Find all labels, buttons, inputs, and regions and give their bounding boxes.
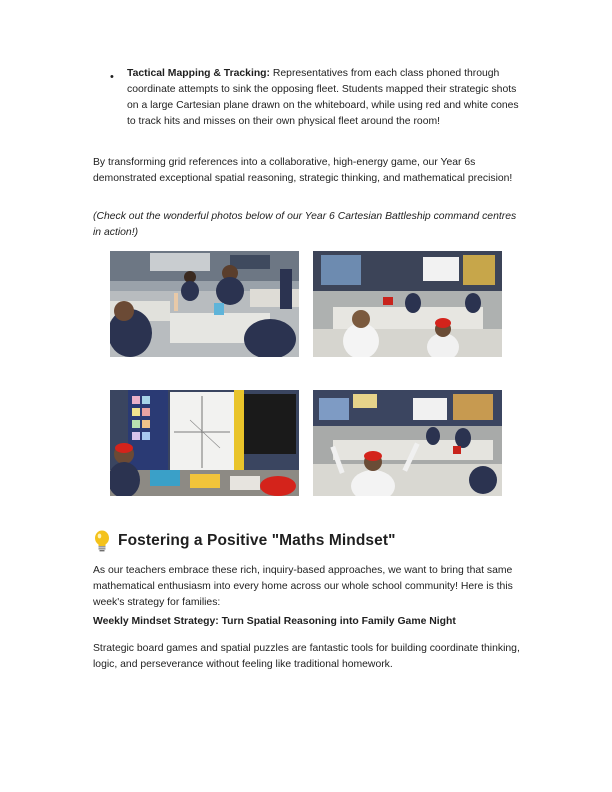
section-heading: [93, 529, 523, 553]
bullet-label: Tactical Mapping & Tracking:: [127, 68, 270, 79]
summary-paragraph: By transforming grid references into a collaborative, high-energy game, our Year 6s demonstrated exceptional spatial reasoning, strategic thinking, and mathematical precision!: [93, 157, 513, 184]
classroom-photo-3: [110, 390, 299, 496]
lightbulb-icon: [93, 530, 111, 552]
section-title: Fostering a Positive "Maths Mindset": [118, 532, 396, 549]
bullet-text: [127, 66, 523, 130]
bullet-body: Representatives from each class phoned through coordinate attempts to sink the opposing fleet. Students mapped their strategic shots on a large Cartesian plane drawn on the whiteboard, while using red and white cones to track hits and misses on their own physical fleet around the room!: [127, 68, 519, 127]
strategy-text: Strategic board games and spatial puzzles are fantastic tools for building coordinate thinking, logic, and perseverance without feeling like traditional homework.: [93, 643, 520, 670]
classroom-photo-4: [313, 390, 502, 496]
strategy-title: Weekly Mindset Strategy: Turn Spatial Reasoning into Family Game Night: [93, 616, 456, 627]
photo-caption: (Check out the wonderful photos below of our Year 6 Cartesian Battleship command centres in action!): [93, 211, 517, 238]
classroom-photo-2: [313, 251, 502, 357]
section-intro: As our teachers embrace these rich, inquiry-based approaches, we want to bring that same mathematical enthusiasm into every home across our whole school community! Here is this week's strategy for families:: [93, 565, 513, 608]
classroom-photo-1: [110, 251, 299, 357]
bullet-dot: •: [110, 71, 114, 83]
